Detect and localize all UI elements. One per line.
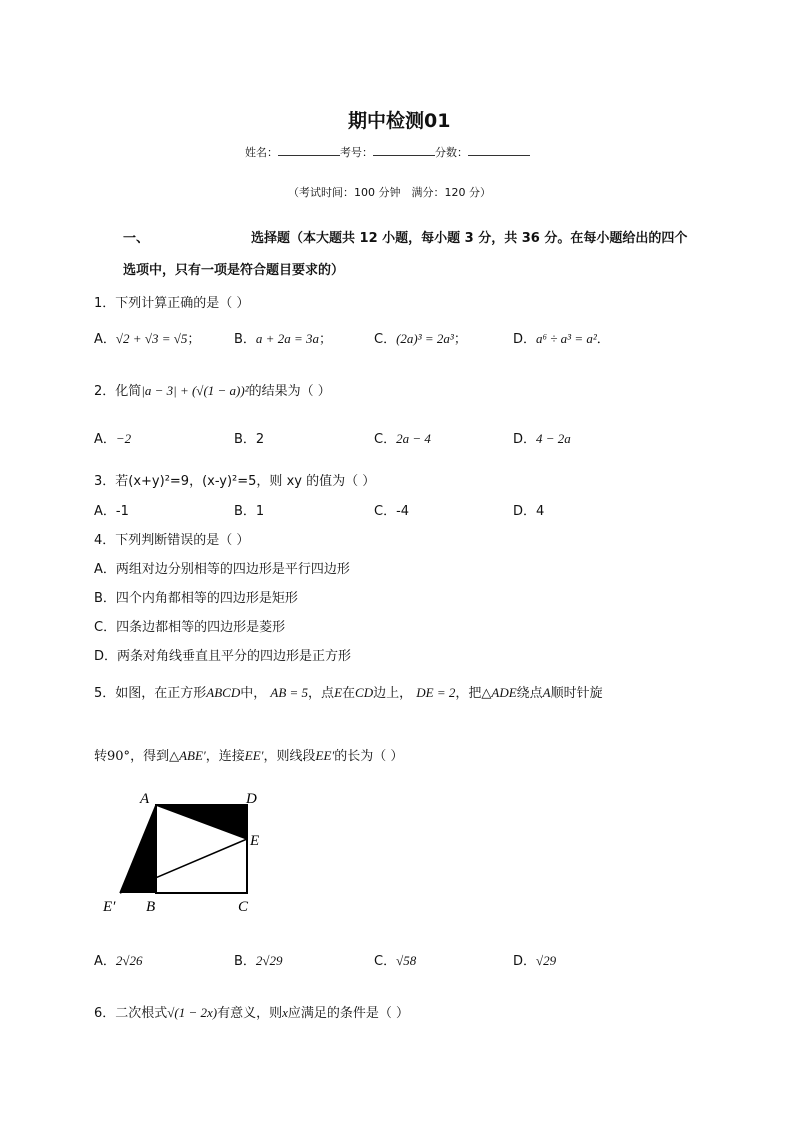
q1-option-d: D．a⁶ ÷ a³ = a²． (513, 331, 610, 347)
q5-option-d: D．√29 (513, 953, 557, 969)
label-e: E (250, 833, 260, 849)
q5-option-b: B．2√29 (234, 953, 283, 969)
q4-option-a: A．两组对边分别相等的四边形是平行四边形 (94, 562, 350, 577)
q2-option-d: D．4 − 2a (513, 431, 571, 447)
q2-option-b: B．2 (234, 432, 265, 447)
name-label: 姓名： (245, 146, 278, 159)
label-a: A (140, 791, 150, 807)
q5-option-a: A．2√26 (94, 953, 143, 969)
q2-option-c: C．2a − 4 (374, 431, 431, 447)
q1-option-c: C．(2a)³ = 2a³； (374, 331, 467, 347)
q4-option-c: C．四条边都相等的四边形是菱形 (94, 620, 286, 635)
q4-option-d: D．两条对角线垂直且平分的四边形是正方形 (94, 649, 352, 664)
q1-option-a: A．√2 + √3 = √5； (94, 331, 201, 347)
page-title: 期中检测01 (348, 110, 451, 132)
name-blank (278, 143, 340, 156)
section-number: 一、 (123, 231, 150, 246)
q5-figure (100, 785, 270, 925)
q6-stem: 6．二次根式√(1 − 2x)有意义，则x应满足的条件是（ ） (94, 1005, 410, 1021)
q5-stem-line2: 转90°，得到△ABE′，连接EE′，则线段EE′的长为（ ） (94, 748, 404, 764)
q3-option-c: C．-4 (374, 504, 410, 519)
q1-option-b: B．a + 2a = 3a； (234, 331, 332, 347)
exam-no-label: 考号： (340, 146, 373, 159)
label-d: D (246, 791, 257, 807)
q4-option-b: B．四个内角都相等的四边形是矩形 (94, 591, 298, 606)
label-c: C (238, 899, 249, 915)
score-blank (468, 143, 530, 156)
label-e-prime: E′ (103, 899, 116, 915)
q2-stem: 2．化简|a − 3| + (√(1 − a))²的结果为（ ） (94, 383, 331, 399)
q3-option-a: A．-1 (94, 504, 129, 519)
exam-no-blank (373, 143, 435, 156)
q5-stem-line1: 5．如图，在正方形ABCD中， AB = 5，点E在CD边上， DE = 2，把△ADE绕点A顺时针旋 (94, 685, 603, 701)
q3-option-d: D．4 (513, 504, 545, 519)
q3-stem: 3．若(x+y)²=9，(x-y)²=5，则 xy 的值为（ ） (94, 474, 376, 489)
q1-stem: 1．下列计算正确的是（ ） (94, 296, 250, 311)
q3-option-b: B．1 (234, 504, 265, 519)
label-b: B (146, 899, 156, 915)
q2-option-a: A．−2 (94, 431, 132, 447)
score-label: 分数： (435, 146, 468, 159)
q4-stem: 4．下列判断错误的是（ ） (94, 533, 250, 548)
exam-info: （考试时间：100 分钟 满分：120 分） (288, 186, 491, 199)
q5-option-c: C．√58 (374, 953, 417, 969)
section-title-line2: 选项中，只有一项是符合题目要求的） (123, 263, 345, 278)
info-fields-line (245, 143, 530, 160)
section-title-line1: 选择题（本大题共 12 小题，每小题 3 分，共 36 分。在每小题给出的四个 (251, 231, 688, 246)
